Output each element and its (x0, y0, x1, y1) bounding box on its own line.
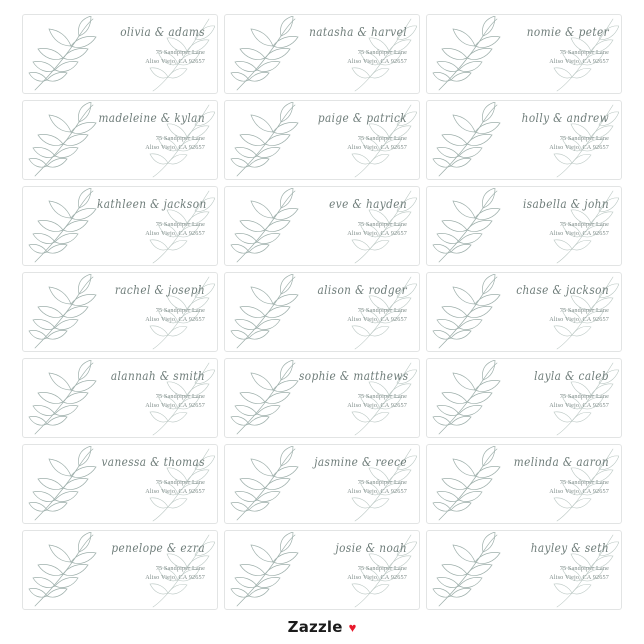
address-block (299, 220, 407, 239)
address-line-2: Aliso Viejo, CA 92657 (347, 402, 407, 410)
address-line-1: 75 Sandpiper Lane (559, 306, 609, 314)
couple-names: chase & jackson (516, 283, 609, 298)
address-line-1: 75 Sandpiper Lane (559, 392, 609, 400)
address-block (97, 134, 205, 153)
address-label-6[interactable] (426, 100, 622, 180)
address-block (501, 134, 609, 153)
couple-names: rachel & joseph (114, 283, 205, 298)
couple-names: olivia & adams (120, 25, 205, 40)
address-line-2: Aliso Viejo, CA 92657 (145, 230, 205, 238)
address-line-2: Aliso Viejo, CA 92657 (549, 402, 609, 410)
address-block (299, 392, 407, 411)
address-line-1: 75 Sandpiper Lane (155, 478, 205, 486)
address-block (501, 478, 609, 497)
address-label-5[interactable] (224, 100, 420, 180)
address-block (97, 564, 205, 583)
address-line-2: Aliso Viejo, CA 92657 (549, 574, 609, 582)
address-line-2: Aliso Viejo, CA 92657 (145, 402, 205, 410)
address-line-1: 75 Sandpiper Lane (155, 220, 205, 228)
label-text-block (97, 199, 205, 239)
address-line-1: 75 Sandpiper Lane (357, 220, 407, 228)
heart-icon: ♥ (348, 619, 357, 635)
address-block (97, 48, 205, 67)
label-grid (22, 14, 622, 610)
label-text-block (299, 285, 407, 325)
address-label-8[interactable] (224, 186, 420, 266)
label-text-block (501, 113, 609, 153)
address-block (501, 306, 609, 325)
address-line-2: Aliso Viejo, CA 92657 (347, 316, 407, 324)
address-label-15[interactable] (426, 358, 622, 438)
label-text-block (97, 285, 205, 325)
address-line-1: 75 Sandpiper Lane (155, 392, 205, 400)
couple-names: penelope & ezra (111, 541, 205, 556)
address-label-7[interactable] (22, 186, 218, 266)
label-text-block (501, 199, 609, 239)
couple-names: paige & patrick (317, 111, 407, 126)
address-label-9[interactable] (426, 186, 622, 266)
address-line-2: Aliso Viejo, CA 92657 (145, 58, 205, 66)
label-text-block (501, 285, 609, 325)
label-text-block (299, 27, 407, 67)
couple-names: layla & caleb (534, 369, 609, 384)
couple-names: alannah & smith (110, 369, 205, 384)
address-line-2: Aliso Viejo, CA 92657 (347, 58, 407, 66)
address-block (299, 478, 407, 497)
address-line-1: 75 Sandpiper Lane (155, 564, 205, 572)
address-line-1: 75 Sandpiper Lane (357, 306, 407, 314)
address-line-1: 75 Sandpiper Lane (559, 48, 609, 56)
couple-names: isabella & john (522, 197, 609, 212)
address-label-14[interactable] (224, 358, 420, 438)
address-label-13[interactable] (22, 358, 218, 438)
address-label-16[interactable] (22, 444, 218, 524)
address-label-10[interactable] (22, 272, 218, 352)
label-text-block (299, 113, 407, 153)
address-block (299, 306, 407, 325)
address-block (501, 564, 609, 583)
couple-names: hayley & seth (530, 541, 609, 556)
address-line-1: 75 Sandpiper Lane (357, 134, 407, 142)
couple-names: jasmine & reece (314, 455, 407, 470)
couple-names: madeleine & kylan (98, 111, 205, 126)
address-label-2[interactable] (224, 14, 420, 94)
address-line-1: 75 Sandpiper Lane (357, 48, 407, 56)
address-line-1: 75 Sandpiper Lane (357, 392, 407, 400)
address-label-18[interactable] (426, 444, 622, 524)
label-text-block (501, 371, 609, 411)
address-block (97, 392, 205, 411)
address-line-1: 75 Sandpiper Lane (559, 220, 609, 228)
couple-names: josie & noah (335, 541, 407, 556)
address-block (501, 220, 609, 239)
address-line-1: 75 Sandpiper Lane (155, 48, 205, 56)
address-block (299, 48, 407, 67)
label-text-block (299, 371, 407, 411)
address-label-1[interactable] (22, 14, 218, 94)
address-line-1: 75 Sandpiper Lane (155, 306, 205, 314)
address-label-19[interactable] (22, 530, 218, 610)
label-text-block (299, 199, 407, 239)
label-text-block (501, 457, 609, 497)
address-line-2: Aliso Viejo, CA 92657 (145, 574, 205, 582)
couple-names: kathleen & jackson (97, 197, 207, 212)
address-label-21[interactable] (426, 530, 622, 610)
label-text-block (97, 543, 205, 583)
couple-names: sophie & matthews (299, 369, 409, 384)
address-line-1: 75 Sandpiper Lane (559, 564, 609, 572)
couple-names: holly & andrew (521, 111, 609, 126)
couple-names: melinda & aaron (513, 455, 609, 470)
address-line-2: Aliso Viejo, CA 92657 (549, 144, 609, 152)
couple-names: alison & rodger (317, 283, 407, 298)
address-line-2: Aliso Viejo, CA 92657 (145, 488, 205, 496)
address-line-2: Aliso Viejo, CA 92657 (145, 316, 205, 324)
address-line-2: Aliso Viejo, CA 92657 (549, 316, 609, 324)
address-line-2: Aliso Viejo, CA 92657 (145, 144, 205, 152)
address-label-12[interactable] (426, 272, 622, 352)
address-label-17[interactable] (224, 444, 420, 524)
couple-names: vanessa & thomas (101, 455, 205, 470)
address-line-2: Aliso Viejo, CA 92657 (347, 574, 407, 582)
address-block (97, 478, 205, 497)
label-text-block (97, 457, 205, 497)
address-line-1: 75 Sandpiper Lane (357, 478, 407, 486)
couple-names: nomie & peter (526, 25, 609, 40)
couple-names: eve & hayden (329, 197, 407, 212)
couple-names: natasha & harvel (309, 25, 407, 40)
address-line-1: 75 Sandpiper Lane (559, 134, 609, 142)
label-text-block (501, 27, 609, 67)
address-line-1: 75 Sandpiper Lane (155, 134, 205, 142)
label-text-block (97, 27, 205, 67)
address-line-2: Aliso Viejo, CA 92657 (347, 488, 407, 496)
label-text-block (97, 371, 205, 411)
footer-watermark (0, 610, 644, 644)
address-line-2: Aliso Viejo, CA 92657 (549, 488, 609, 496)
address-line-2: Aliso Viejo, CA 92657 (549, 230, 609, 238)
address-label-4[interactable] (22, 100, 218, 180)
address-label-3[interactable] (426, 14, 622, 94)
address-line-1: 75 Sandpiper Lane (357, 564, 407, 572)
address-block (97, 220, 205, 239)
label-text-block (299, 543, 407, 583)
address-line-1: 75 Sandpiper Lane (559, 478, 609, 486)
address-block (299, 564, 407, 583)
label-text-block (501, 543, 609, 583)
address-block (501, 48, 609, 67)
label-text-block (299, 457, 407, 497)
address-line-2: Aliso Viejo, CA 92657 (347, 230, 407, 238)
address-line-2: Aliso Viejo, CA 92657 (549, 58, 609, 66)
address-label-11[interactable] (224, 272, 420, 352)
label-text-block (97, 113, 205, 153)
address-block (97, 306, 205, 325)
zazzle-brand-text: Zazzle (287, 618, 343, 636)
address-block (501, 392, 609, 411)
address-block (299, 134, 407, 153)
address-label-20[interactable] (224, 530, 420, 610)
address-line-2: Aliso Viejo, CA 92657 (347, 144, 407, 152)
